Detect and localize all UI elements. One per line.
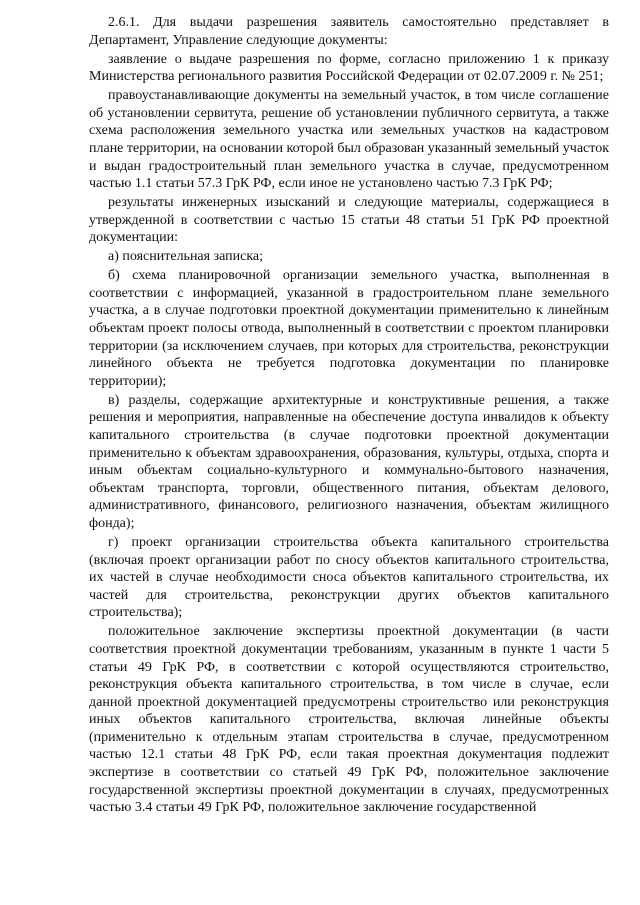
paragraph-item-g: г) проект организации строительства объекта капитального строительства (включая проект организации работ по сносу объектов капитального строительства, их частей в случае необходимости сноса объектов капитального строительства, их частей для строительства, реконструкции других объектов капитального строительства); [89, 534, 609, 621]
paragraph-item-v: в) разделы, содержащие архитектурные и конструктивные решения, а также решения и мероприятия, направленные на обеспечение доступа инвалидов к объекту капитального строительства (в случае подготовки проектной документации применительно к объектам здравоохранения, образования, культуры, отдыха, спорта и иным объектам социально-культурного и коммунально-бытового назначения, объектам транспорта, торговли, общественного питания, объектам делового, административного, финансового, религиозного назначения, объектам жилищного фонда); [89, 392, 609, 531]
paragraph-item-a: а) пояснительная записка; [108, 249, 264, 265]
document-page [89, 14, 609, 818]
paragraph-expert-conclusion: положительное заключение экспертизы проектной документации (в части соответствия проектной документации требованиям, указанным в пункте 1 части 5 статьи 49 ГрК РФ, в соответствии с которой осуществляются строительство, реконструкция объекта капитального строительства, в том числе в случае, если данной проектной документацией предусмотрены строительство или реконструкция иных объектов капитального строительства, включая линейные объекты (применительно к отдельным этапам строительства в случае, предусмотренном частью 12.1 статьи 48 ГрК РФ, если такая проектная документация подлежит экспертизе в соответствии со статьей 49 ГрК РФ, положительное заключение государственной экспертизы проектной документации в случаях, предусмотренных частью 3.4 статьи 49 ГрК РФ, положительное заключение государственной [89, 624, 609, 816]
paragraph-item-b: б) схема планировочной организации земельного участка, выполненная в соответствии с информацией, указанной в градостроительном плане земельного участка, а в случае подготовки проектной документации применительно к линейным объектам проект полосы отвода, выполненный в соответствии с проектом планировки территории (за исключением случаев, при которых для строительства, реконструкции линейного объекта не требуется подготовка документации по планировке территории); [89, 268, 609, 389]
paragraph-2-6-1-intro: 2.6.1. Для выдачи разрешения заявитель самостоятельно представляет в Департамент, Управление следующие документы: [89, 15, 609, 48]
paragraph-engineering-surveys: результаты инженерных изысканий и следующие материалы, содержащиеся в утвержденной в соответствии с частью 15 статьи 48 статьи 51 ГрК РФ проектной документации: [89, 195, 609, 246]
paragraph-title-documents: правоустанавливающие документы на земельный участок, в том числе соглашение об установлении сервитута, решение об установлении публичного сервитута, а также схема расположения земельного участка или земельных участков на кадастровом плане территории, на основании которой был образован указанный земельный участок и выдан градостроительный план земельного участка в случае, предусмотренном частью 1.1 статьи 57.3 ГрК РФ, если иное не установлено частью 7.3 ГрК РФ; [89, 88, 609, 192]
paragraph-application-form: заявление о выдаче разрешения по форме, согласно приложению 1 к приказу Министерства регионального развития Российской Федерации от 02.07.2009 г. № 251; [89, 51, 609, 85]
